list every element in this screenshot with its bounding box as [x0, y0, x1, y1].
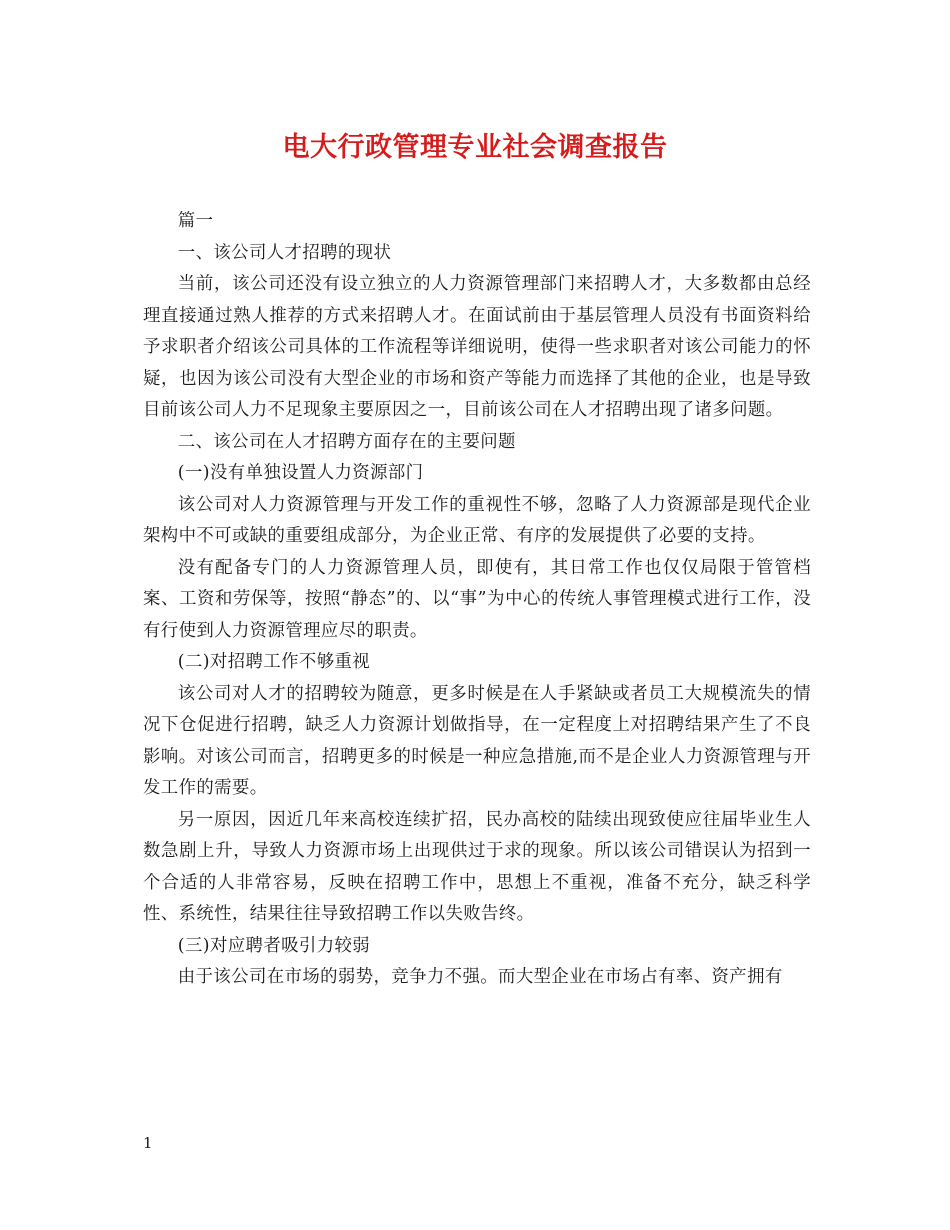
paragraph: 该公司对人才的招聘较为随意，更多时候是在人手紧缺或者员工大规模流失的情况下仓促进行招聘，缺乏人力资源计划做指导，在一定程度上对招聘结果产生了不良影响。对该公司而言，招聘更多的时候是一种应急措施,而不是企业人力资源管理与开发工作的需要。	[143, 683, 811, 798]
paragraph: 由于该公司在市场的弱势，竞争力不强。而大型企业在市场占有率、资产拥有	[177, 967, 783, 987]
section-label: 篇一	[177, 211, 214, 231]
document-title: 电大行政管理专业社会调查报告	[282, 132, 668, 163]
subheading-2: (二)对招聘工作不够重视	[177, 652, 371, 672]
heading-1: 一、该公司人才招聘的现状	[177, 242, 392, 263]
subheading-1: (一)没有单独设置人力资源部门	[177, 463, 424, 483]
page-number: 1	[143, 1134, 153, 1152]
paragraph: 另一原因，因近几年来高校连续扩招，民办高校的陆续出现致使应往届毕业生人数急剧上升，导致人力资源市场上出现供过于求的现象。所以该公司错误认为招到一个合适的人非常容易，反映在招聘工作中，思想上不重视，准备不充分，缺乏科学性、系统性，结果往往导致招聘工作以失败告终。	[143, 809, 811, 924]
paragraph: 当前，该公司还没有设立独立的人力资源管理部门来招聘人才，大多数都由总经理直接通过熟人推荐的方式来招聘人才。在面试前由于基层管理人员没有书面资料给予求职者介绍该公司具体的工作流程等详细说明，使得一些求职者对该公司能力的怀疑，也因为该公司没有大型企业的市场和资产等能力而选择了其他的企业，也是导致目前该公司人力不足现象主要原因之一，目前该公司在人才招聘出现了诸多问题。	[143, 274, 811, 420]
paragraph: 没有配备专门的人力资源管理人员，即使有，其日常工作也仅仅局限于管管档案、工资和劳保等，按照“静态”的、以“事”为中心的传统人事管理模式进行工作，没有行使到人力资源管理应尽的职责。	[143, 557, 811, 641]
heading-2: 二、该公司在人才招聘方面存在的主要问题	[177, 431, 516, 452]
document-body	[143, 206, 811, 994]
paragraph: 该公司对人力资源管理与开发工作的重视性不够，忽略了人力资源部是现代企业架构中不可或缺的重要组成部分，为企业正常、有序的发展提供了必要的支持。	[143, 494, 811, 546]
subheading-3: (三)对应聘者吸引力较弱	[177, 935, 371, 956]
